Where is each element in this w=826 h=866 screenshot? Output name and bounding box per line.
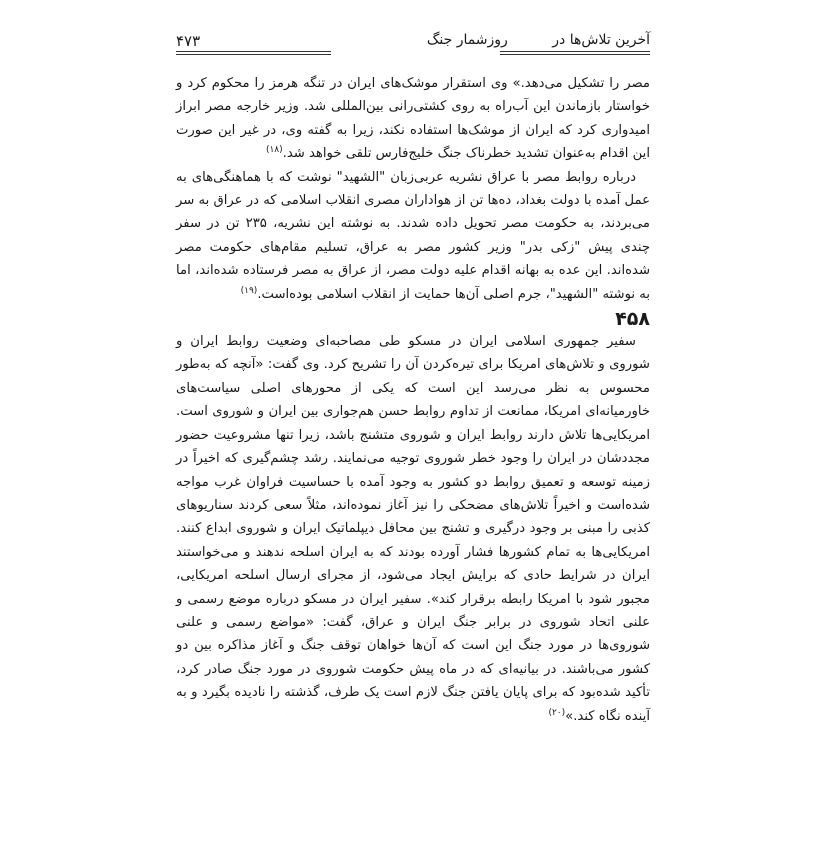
header-rule-left-top	[176, 51, 331, 52]
running-title-main: آخرین تلاش‌ها در	[552, 32, 650, 48]
running-title	[427, 32, 650, 48]
paragraph-text: مصر را تشکیل می‌دهد.» وی استقرار موشک‌های ایران در تنگه هرمز را محکوم کرد و خواستار بازماندن این آب‌راه به روی کشتی‌رانی بین‌المللی شد. وزیر خارجه مصر ابراز امیدواری کرد که ایران از موشک‌ها استفاده نکند، زیرا به گفته وی، در غیر این صورت این اقدام به‌عنوان تشدید خطرناک جنگ خلیج‌فارس تلقی خواهد شد.	[176, 76, 650, 162]
body-text	[176, 72, 650, 728]
header-rule-left-bottom	[176, 54, 331, 55]
header-rule-right-bottom	[500, 54, 650, 55]
paragraph-text: درباره روابط مصر با عراق نشریه عربی‌زبان "الشهید" نوشت که با هماهنگی‌های به عمل آمده با دولت بغداد، ده‌ها تن از هواداران مصری انقلاب اسلامی که در عراق به سر می‌بردند، به حکومت مصر تحویل داده شدند. به نوشته این نشریه، ۲۳۵ تن در سفر چندی پیش "زکی بدر" وزیر کشور مصر به عراق، تسلیم مقام‌های حکومت مصر شده‌اند. این عده به بهانه اقدام علیه دولت مصر، از عراق به مصر فرستاده شده‌اند، اما به نوشته "الشهید"، جرم اصلی آن‌ها حمایت از انقلاب اسلامی بوده‌است.	[176, 169, 650, 302]
page-header	[176, 30, 650, 66]
page-number: ۴۷۳	[176, 32, 201, 50]
footnote-ref: (۱۹)	[240, 285, 258, 296]
paragraph	[176, 166, 650, 306]
entry-paragraph	[176, 330, 650, 728]
entry-number: ۴۵۸	[615, 308, 650, 331]
paragraph-continued	[176, 72, 650, 166]
header-rule-right-top	[500, 51, 650, 52]
paragraph-text: سفیر جمهوری اسلامی ایران در مسکو طی مصاحبه‌ای وضعیت روابط ایران و شوروی و تلاش‌های امریکا برای تیره‌کردن آن را تشریح کرد. وی گفت: «آنچه که به‌طور محسوس به نظر می‌رسد این است که یکی از محورهای اصلی سیاست‌های خاورمیانه‌ای امریکا، ممانعت از تداوم روابط حسن هم‌جواری بین ایران و شوروی است. امریکایی‌ها تلاش دارند روابط ایران و شوروی متشنج باشد، زیرا تنها مشروعیت حضور مجددشان در ایران را وجود خطر شوروی توجیه می‌نمایند. رشد چشم‌گیری که اخیراً در زمینه توسعه و تعمیق روابط دو کشور به وجود آمده با حساسیت فراوان غرب مواجه شده‌است و اخیراً تلاش‌های مضحکی را نیز آغاز نموده‌اند، مثلاً سعی کردند سناریوهای کذبی را مبنی بر وجود درگیری و تشنج بین محافل دیپلماتیک ایران و شوروی ابداع کنند. امریکایی‌ها به تمام کشورها فشار آورده بودند که به ایران اسلحه ندهند و می‌خواستند ایران در شرایط حادی که برایش ایجاد می‌شود، از مجرای ارسال اسلحه امریکایی، مجبور شود با امریکا رابطه برقرار کند». سفیر ایران در مسکو درباره موضع رسمی و علنی اتحاد شوروی در برابر جنگ ایران و عراق، گفت: «مواضع رسمی و علنی شوروی‌ها در مورد جنگ این است که آن‌ها خواهان توقف جنگ و آغاز مذاکره بین دو کشور می‌باشند. در بیانیه‌ای که در ماه پیش حکومت شوروی در مورد جنگ صادر کرد، تأکید شده‌بود که برای پایان یافتن جنگ لازم است یک طرف، گذشته را نادیده بگیرد و به آینده نگاه کند.»	[176, 334, 650, 724]
running-title-sub: روزشمار جنگ	[426, 32, 508, 48]
footnote-ref: (۲۰)	[548, 707, 566, 718]
footnote-ref: (۱۸)	[265, 145, 283, 156]
